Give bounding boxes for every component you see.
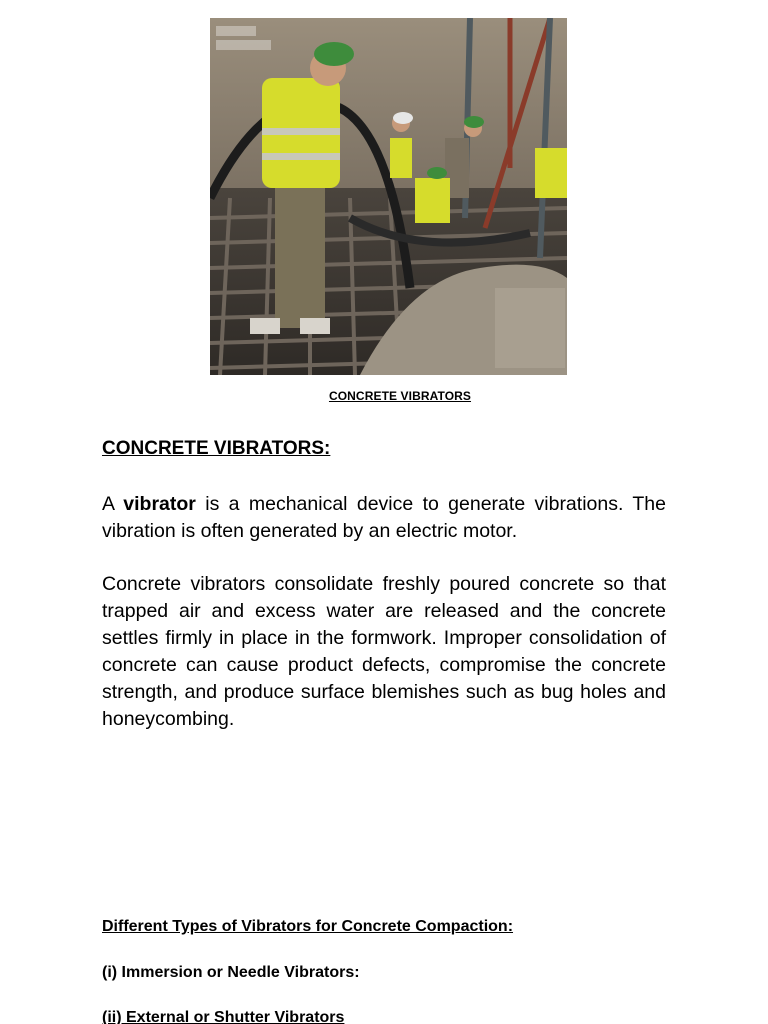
paragraph-rest: is a mechanical device to generate vibrations. The vibration is often generated by an electric motor. bbox=[102, 493, 666, 542]
figure-caption: CONCRETE VIBRATORS bbox=[328, 389, 472, 403]
types-heading: Different Types of Vibrators for Concrete Compaction: bbox=[102, 918, 514, 935]
photo-illustration bbox=[210, 18, 567, 375]
bold-term: vibrator bbox=[123, 493, 196, 515]
type-item-external: (ii) External or Shutter Vibrators bbox=[102, 1009, 345, 1024]
concrete-pouring-photo bbox=[210, 18, 567, 375]
vibrator-definition-paragraph bbox=[102, 491, 666, 545]
type-item-immersion: (i) Immersion or Needle Vibrators: bbox=[102, 964, 360, 981]
consolidation-paragraph: Concrete vibrators consolidate freshly poured concrete so that trapped air and excess water are released and the concrete settles firmly in place in the formwork. Improper consolidation of concrete can cause product defects, compromise the concrete strength, and produce surface blemishes such as bug holes and honeycombing. bbox=[102, 573, 666, 730]
section-heading: CONCRETE VIBRATORS: bbox=[102, 438, 331, 459]
paragraph-lead: A bbox=[102, 493, 124, 515]
